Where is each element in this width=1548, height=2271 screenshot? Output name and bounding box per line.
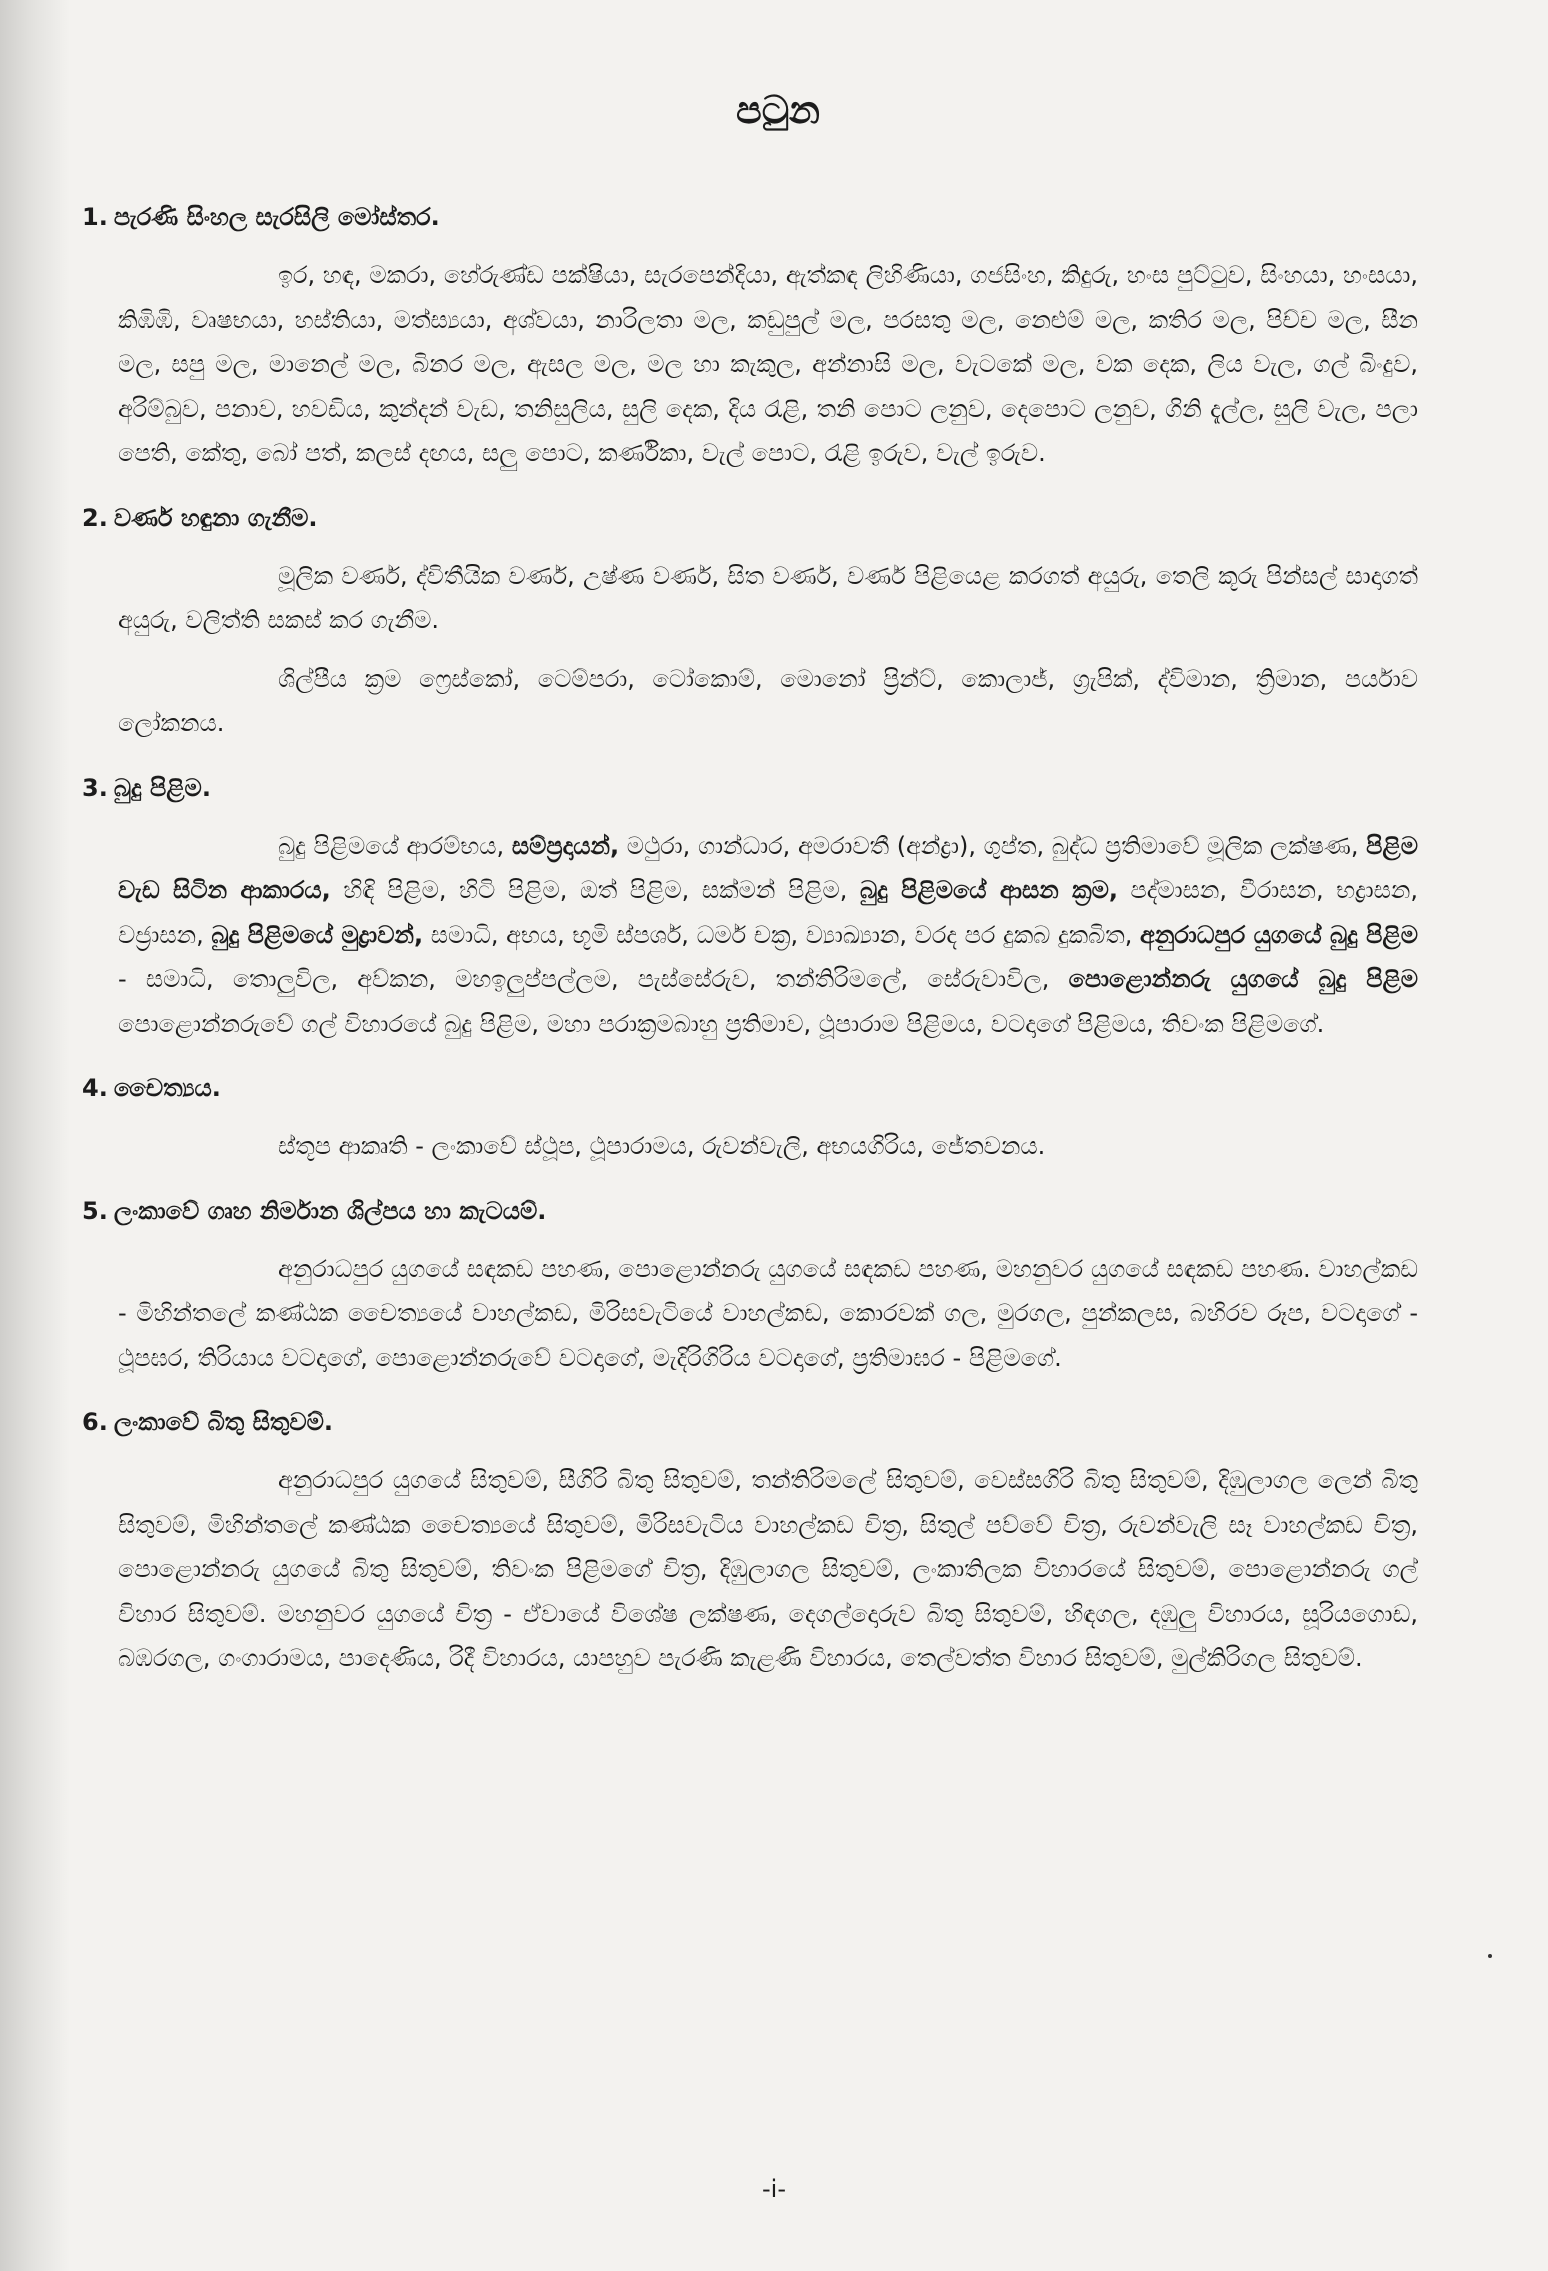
document-page — [82, 88, 1419, 1709]
section-number: 4. — [82, 1074, 108, 1102]
section-heading — [82, 1408, 1418, 1436]
section-paragraph — [118, 1458, 1418, 1681]
section-heading — [82, 203, 1418, 231]
section-heading-text: වර්ණ හඳුනා ගැනීම. — [113, 503, 318, 532]
section-heading-text: ලංකාවේ ගෘහ නිර්මාන ශිල්පය හා කැටයම්. — [113, 1196, 547, 1225]
section-heading — [82, 504, 1418, 532]
topic-text: ශිල්පීය ක්‍රම ෆ්‍රෙස්කෝ, ටෙම්පරා, ටෝකොම්, මොනෝ ප්‍රින්ට්, කොලාජ්, ග්‍රැපික්, ද්විමාන, ත්‍රිමාන, පර්යාව ලෝකනය. — [118, 664, 1418, 737]
section-paragraph — [118, 657, 1418, 746]
contents-section — [82, 203, 1418, 476]
topic-text: සමාධි, අභය, භූමි ස්පර්ශ, ධර්ම චක්‍ර, ව්‍යාඛ්‍යාන, වරද පර දුකබ දුකබිත, — [423, 920, 1141, 949]
section-heading-text: ලංකාවේ බිතු සිතුවම්. — [113, 1408, 333, 1436]
section-number: 6. — [82, 1408, 108, 1436]
section-number: 3. — [82, 773, 108, 802]
subtopic-bold-text: බුදු පිළිමයේ මුද්‍රාවන්, — [211, 920, 424, 949]
topic-text: පද්මාසන, වීරාසන, භද්‍රාසන, වජ්‍රාසන, — [118, 876, 1419, 949]
subtopic-bold-text: බුදු පිළිමයේ ආසන ක්‍රම, — [860, 876, 1118, 904]
subtopic-bold-text: පිළිම වැඩ සිටින ආකාරය, — [118, 831, 1418, 904]
topic-text: හිඳි පිළිම, හිටි පිළිම, ඔත් පිළිම, සක්මන් පිළිම, — [330, 876, 860, 904]
section-paragraph — [118, 554, 1418, 643]
contents-list — [82, 203, 1419, 1681]
section-heading-text: පැරණි සිංහල සැරසිලි මෝස්තර. — [113, 203, 440, 231]
section-heading-text: බුදු පිළිම. — [113, 773, 211, 802]
scan-speck — [1488, 1954, 1492, 1958]
page-title: පටුන — [736, 88, 820, 132]
topic-text: මථුරා, ගාන්ධාර, අමරාවතී (අන්ද්‍රා), ගුප්ත, බුද්ධ ප්‍රතිමාවේ මූලික ලක්ෂණ, — [619, 831, 1367, 860]
topic-text: මූලික වර්ණ, ද්විතීයික වර්ණ, උෂ්ණ වර්ණ, සිත වර්ණ, වර්ණ පිළියෙළ කරගත් අයුරු, තෙලි කූරු පින්සල් සාදාගත් අයුරු, වලිත්ති සකස් කර ගැනීම. — [118, 561, 1418, 634]
section-number: 2. — [82, 503, 108, 532]
section-heading — [82, 774, 1418, 802]
section-paragraph — [118, 253, 1418, 476]
topic-text: - සමාධි, තොලුවිල, අව්කන, මහඉලුප්පල්ලම, පැස්සේරුව, තන්තිරිමලේ, සේරුවාවිල, — [118, 965, 1069, 993]
section-paragraph — [118, 1247, 1418, 1381]
section-heading — [82, 1197, 1418, 1225]
scan-edge-shadow — [0, 0, 70, 2271]
subtopic-bold-text: සම්ප්‍රදායන්, — [511, 831, 620, 860]
contents-section — [82, 1196, 1418, 1381]
contents-section — [82, 1074, 1418, 1169]
contents-section — [82, 503, 1418, 746]
contents-section — [82, 773, 1419, 1047]
section-number: 1. — [82, 203, 108, 231]
page-number: -i- — [762, 2175, 786, 2203]
topic-text: බුදු පිළිමයේ ආරම්භය, — [278, 831, 512, 860]
topic-text: අනුරාධපුර යුගයේ සඳකඩ පහණ, පොළොන්නරු යුගයේ සඳකඩ පහණ, මහනුවර යුගයේ සඳකඩ පහණ. වාහල්කඩ - මිහින්තලේ කණ්ඨක චෛත්‍යයේ වාහල්කඩ, මිරිසවැටියේ වාහල්කඩ, කොරවක් ගල, මුරගල, පුන්කලස, බහිරව රූප, වටදාගේ - ථූපඝර, තිරියාය වටදාගේ, පොළොන්නරුවේ වටදාගේ, මැදිරිගිරිය වටදාගේ, ප්‍රතිමාඝර - පිළිමගේ. — [118, 1254, 1418, 1372]
topic-text: පොළොන්නරුවේ ගල් විහාරයේ බුදු පිළිම, මහා පරාක්‍රමබාහු ප්‍රතිමාව, ථූපාරාම පිළිමය, වටදාගේ පිළිමය, තිවංක පිළිමගේ. — [118, 1009, 1325, 1038]
contents-section — [82, 1408, 1418, 1681]
section-heading-text: චෛත්‍යය. — [113, 1074, 221, 1102]
section-paragraph — [118, 824, 1418, 1047]
topic-text: ඉර, හඳ, මකරා, හේරුණ්ඩ පක්ෂියා, සැරපෙන්දියා, ඇත්කඳ ලිහිණියා, ගජසිංහ, කිදුරු, හංස පුට්ටුව, සිංහයා, හංසයා, කිඹිඹි, වෘෂභයා, හස්තියා, මත්ස්‍යයා, අශ්වයා, නාරිලතා මල, කඩුපුල් මල, පරසතු මල, නෙළුම් මල, කතිර මල, පිච්ච මල, සීන මල, සපු මල, මානෙල් මල, බිනර මල, ඇසල මල, මල හා කැකුල, අන්නාසි මල, වැටකේ මල, වක දෙක, ලිය වැල, ගල් බිංදුව, අරිම්බුව, පනාව, හවඩිය, කුන්දන් වැඩ, තනිසුලිය, සුලි දෙක, දිය රැළි, තනි පොට ලනුව, දෙපොට ලනුව, ගිනි දැල්ල, සුලි වැල, පලා පෙති, කේතු, බෝ පත්, කලස් දඟය, සලු පොට, කර්ණිකා, වැල් පොට, රැළි ඉරුව, වැල් ඉරුව. — [118, 261, 1418, 467]
section-paragraph — [118, 1124, 1418, 1169]
subtopic-bold-text: පොළොන්නරු යුගයේ බුදු පිළිම — [1068, 965, 1419, 993]
section-heading — [82, 1074, 1418, 1102]
topic-text: අනුරාධපුර යුගයේ සිතුවම්, සීගිරි බිතු සිතුවම්, තන්තිරිමලේ සිතුවම්, වෙස්සගිරි බිතු සිතුවම්, දිඹුලාගල ලෙන් බිතු සිතුවම්, මිහින්තලේ කණ්ඨක චෛත්‍යයේ සිතුවම්, මිරිසවැටිය වාහල්කඩ චිත්‍ර, සිතුල් පව්වේ චිත්‍ර, රුවන්වැලි සෑ වාහල්කඩ චිත්‍ර, පොළොන්නරු යුගයේ බිතු සිතුවම්, තිවංක පිළිමගේ චිත්‍ර, දිඹුලාගල සිතුවම්, ලංකාතිලක විහාරයේ සිතුවම්, පොළොන්නරු ගල් විහාර සිතුවම්. මහනුවර යුගයේ චිත්‍ර - ඒවායේ විශේෂ ලක්ෂණ, දෙගල්දොරුව බිතු සිතුවම්, හිඳගල, දඹුලු විහාරය, සූරියගොඩ, බඹරගල, ගංගාරාමය, පාදෙණිය, රිදී විහාරය, යාපහුව පැරණි කැළණි විහාරය, තෙල්වත්ත විහාර සිතුවම්, මුල්කිරිගල සිතුවම්. — [118, 1466, 1418, 1672]
subtopic-bold-text: අනුරාධපුර යුගයේ බුදු පිළිම — [1140, 920, 1418, 949]
section-number: 5. — [82, 1196, 108, 1225]
topic-text: ස්තූප ආකෘති - ලංකාවේ ස්ථූප, ථූපාරාමය, රුවන්වැලි, අභයගිරිය, ජේතවනය. — [278, 1132, 1046, 1160]
